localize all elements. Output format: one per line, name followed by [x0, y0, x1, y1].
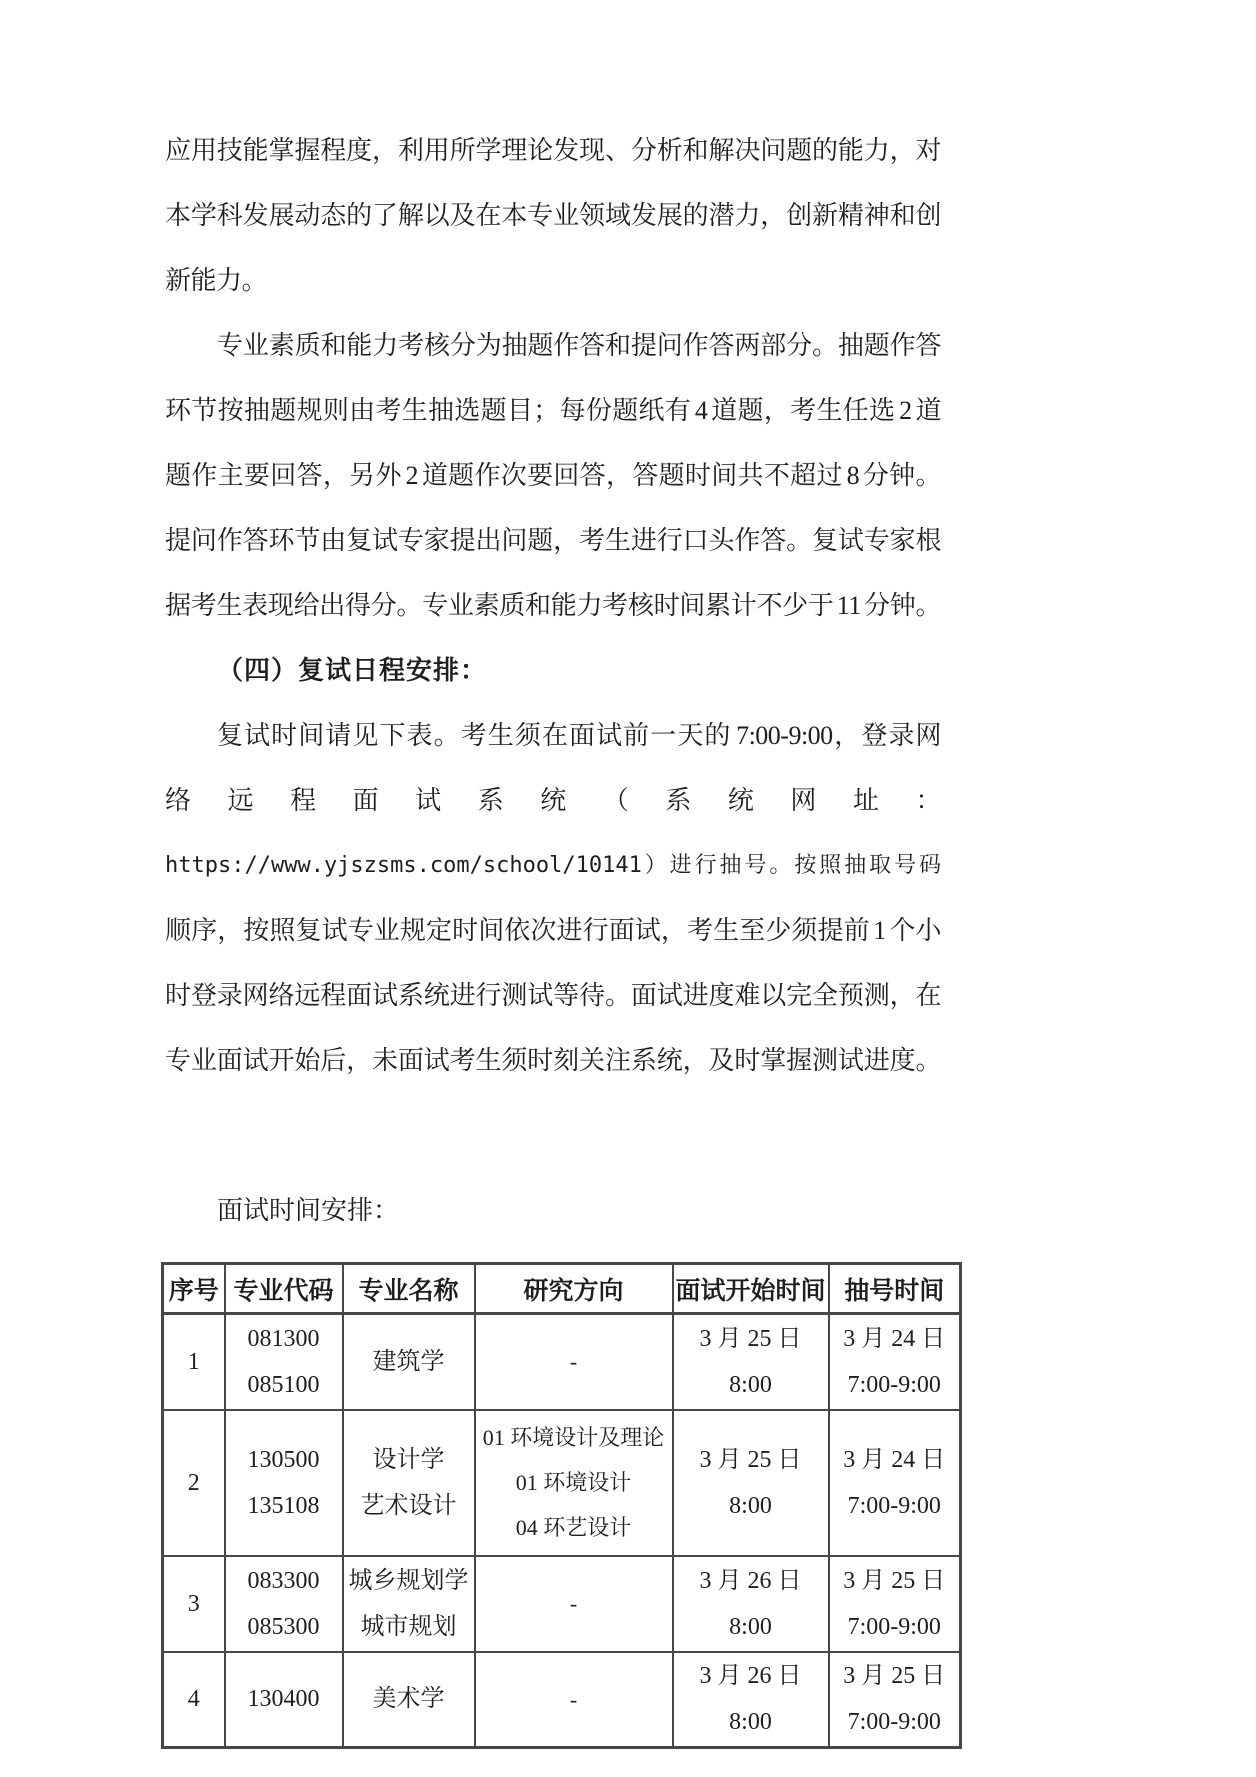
- cell-text: 085100: [247, 1371, 320, 1398]
- cell-text: 7:00-9:00: [847, 1709, 941, 1736]
- cell-major-code: [225, 1652, 343, 1748]
- cell-text: 3 月 25 日: [843, 1663, 946, 1690]
- cell-text: 2: [187, 1469, 200, 1496]
- cell-text: 3 月 25 日: [699, 1325, 802, 1352]
- text-line: 顺序，按照复试专业规定时间依次进行面试，考生至少须提前 1 个小: [165, 916, 941, 945]
- cell-index: [163, 1652, 225, 1748]
- cell-text: 设计学: [372, 1446, 445, 1473]
- cell-research-direction: [475, 1556, 673, 1652]
- text-line: 据考生表现给出得分。专业素质和能力考核时间累计不少于 11 分钟。: [165, 591, 941, 620]
- cell-text: 085300: [247, 1613, 320, 1640]
- cell-text: 建筑学: [372, 1348, 445, 1375]
- cell-lottery-time: [829, 1410, 961, 1556]
- cell-text: 083300: [247, 1567, 320, 1594]
- cell-major-name: [343, 1314, 475, 1410]
- cell-text: 3 月 25 日: [699, 1446, 802, 1473]
- cell-major-code: [225, 1314, 343, 1410]
- text-line: 新能力。: [165, 266, 268, 295]
- cell-text: 130400: [247, 1686, 320, 1713]
- cell-index: [163, 1314, 225, 1410]
- section-heading: （四）复试日程安排：: [217, 656, 488, 685]
- cell-text: 3 月 25 日: [843, 1567, 946, 1594]
- interview-schedule-table: [161, 1262, 962, 1749]
- cell-major-name: [343, 1556, 475, 1652]
- body-text-block: [165, 118, 941, 1093]
- table-row: [163, 1410, 961, 1556]
- cell-text: 美术学: [372, 1686, 445, 1713]
- cell-major-code: [225, 1556, 343, 1652]
- column-header: 专业名称: [343, 1264, 475, 1314]
- column-header: 抽号时间: [829, 1264, 961, 1314]
- cell-major-name: [343, 1410, 475, 1556]
- cell-lottery-time: [829, 1652, 961, 1748]
- cell-research-direction: [475, 1314, 673, 1410]
- cell-text: 04 环艺设计: [515, 1515, 632, 1540]
- cell-index: [163, 1556, 225, 1652]
- cell-text: 01 环境设计及理论: [482, 1425, 665, 1450]
- cell-interview-start-time: [673, 1652, 829, 1748]
- text-line: 络远程面试系统（系统网址：: [165, 786, 941, 815]
- text-line: 提问作答环节由复试专家提出问题，考生进行口头作答。复试专家根: [165, 526, 941, 555]
- cell-text: 081300: [247, 1325, 320, 1352]
- text-line: 专业素质和能力考核分为抽题作答和提问作答两部分。抽题作答: [217, 331, 941, 360]
- cell-text: 7:00-9:00: [847, 1613, 941, 1640]
- text-line: 专业面试开始后，未面试考生须时刻关注系统，及时掌握测试进度。: [165, 1046, 941, 1075]
- table-row: [163, 1652, 961, 1748]
- cell-text: 艺术设计: [360, 1492, 457, 1519]
- cell-text: 8:00: [729, 1613, 772, 1640]
- cell-text: 8:00: [729, 1709, 772, 1736]
- text-line: 时登录网络远程面试系统进行测试等待。面试进度难以完全预测，在: [165, 981, 941, 1010]
- cell-text: 城市规划: [360, 1613, 457, 1640]
- cell-interview-start-time: [673, 1410, 829, 1556]
- cell-lottery-time: [829, 1556, 961, 1652]
- cell-text: -: [569, 1349, 578, 1375]
- cell-index: [163, 1410, 225, 1556]
- column-header: 研究方向: [475, 1264, 673, 1314]
- cell-text: -: [569, 1591, 578, 1616]
- cell-text: 3 月 26 日: [699, 1567, 802, 1594]
- cell-text: 8:00: [729, 1371, 772, 1398]
- text-line: 应用技能掌握程度，利用所学理论发现、分析和解决问题的能力，对: [165, 136, 941, 165]
- cell-text: 3 月 24 日: [843, 1325, 946, 1352]
- cell-text: 135108: [247, 1492, 320, 1519]
- column-header: 专业代码: [225, 1264, 343, 1314]
- cell-research-direction: [475, 1410, 673, 1556]
- table-header-row: [163, 1264, 961, 1314]
- cell-lottery-time: [829, 1314, 961, 1410]
- cell-major-code: [225, 1410, 343, 1556]
- cell-interview-start-time: [673, 1314, 829, 1410]
- text-line: 本学科发展动态的了解以及在本专业领域发展的潜力，创新精神和创: [165, 201, 941, 230]
- cell-text: 1: [187, 1348, 200, 1375]
- table-title: 面试时间安排：: [217, 1196, 400, 1225]
- text-line: 环节按抽题规则由考生抽选题目；每份题纸有 4 道题，考生任选 2 道: [165, 396, 941, 425]
- cell-text: 4: [187, 1686, 200, 1713]
- text-line: 题作主要回答，另外 2 道题作次要回答，答题时间共不超过 8 分钟。: [165, 461, 941, 490]
- cell-text: 城乡规划学: [348, 1567, 469, 1594]
- cell-text: 3 月 26 日: [699, 1663, 802, 1690]
- column-header: 序号: [163, 1264, 225, 1314]
- cell-text: 7:00-9:00: [847, 1492, 941, 1519]
- table-row: [163, 1556, 961, 1652]
- cell-interview-start-time: [673, 1556, 829, 1652]
- table-title-block: [165, 1150, 941, 1243]
- cell-text: 01 环境设计: [515, 1470, 632, 1495]
- cell-text: 130500: [247, 1446, 320, 1473]
- cell-text: 7:00-9:00: [847, 1371, 941, 1398]
- text-line: https://www.yjszsms.com/school/10141）进行抽号。按照抽取号码: [165, 853, 941, 878]
- column-header: 面试开始时间: [673, 1264, 829, 1314]
- cell-text: -: [569, 1686, 578, 1712]
- cell-text: 3: [187, 1590, 200, 1617]
- cell-text: 3 月 24 日: [843, 1446, 946, 1473]
- cell-text: 8:00: [729, 1492, 772, 1519]
- cell-major-name: [343, 1652, 475, 1748]
- cell-research-direction: [475, 1652, 673, 1748]
- table-row: [163, 1314, 961, 1410]
- text-line: 复试时间请见下表。考生须在面试前一天的 7:00-9:00，登录网: [217, 721, 941, 750]
